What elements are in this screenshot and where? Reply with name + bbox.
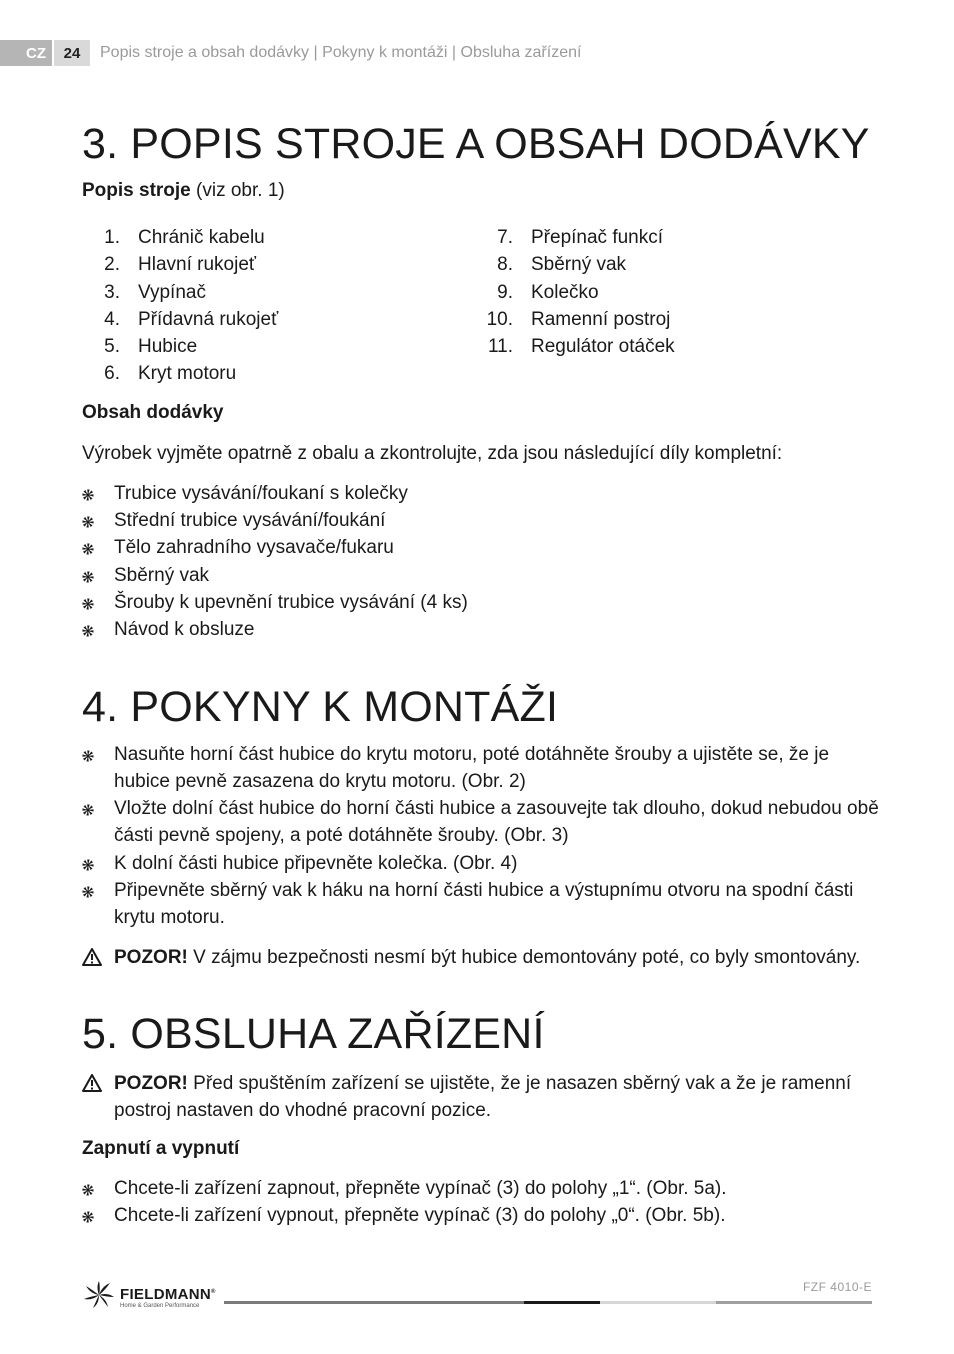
list-item-text: K dolní části hubice připevněte kolečka. (Obr. 4) [114, 852, 518, 874]
list-item-text: Návod k obsluze [114, 619, 255, 641]
flower-bullet-icon [82, 741, 114, 796]
part-number: 1. [104, 227, 120, 248]
part-label: Přídavná rukojeť [138, 308, 279, 330]
flower-bullet-icon [82, 562, 114, 589]
brand-name-text: FIELDMANN [120, 1286, 212, 1303]
part-label: Sběrný vak [531, 254, 627, 276]
delivery-heading: Obsah dodávky [82, 401, 224, 423]
list-item [82, 562, 882, 589]
list-item [82, 589, 882, 616]
list-item-text: Nasuňte horní část hubice do krytu motoru, poté dotáhněte šrouby a ujistěte se, že je hubice pevně zasazena do krytu motoru. (Obr. 2) [114, 743, 830, 792]
part-label: Regulátor otáček [531, 336, 675, 358]
list-item-text: Sběrný vak [114, 564, 210, 586]
warning-label: POZOR! [114, 946, 188, 968]
flower-bullet-icon [82, 507, 114, 534]
flower-bullet-icon [82, 795, 114, 850]
part-label: Vypínač [138, 281, 206, 303]
warning-triangle-icon [82, 944, 114, 974]
part-label: Hlavní rukojeť [138, 254, 257, 276]
list-item [82, 534, 882, 561]
list-item-text: Šrouby k upevnění trubice vysávání (4 ks) [114, 591, 468, 613]
list-item [82, 741, 882, 796]
footer-line-segment [224, 1301, 524, 1304]
brand-text [120, 1285, 216, 1310]
flower-bullet-icon [82, 480, 114, 507]
list-item [82, 1175, 882, 1202]
list-item [82, 877, 882, 932]
list-item [82, 795, 882, 850]
flower-bullet-icon [82, 1175, 114, 1202]
list-item [82, 480, 882, 507]
delivery-intro: Výrobek vyjměte opatrně z obalu a zkontrolujte, zda jsou následující díly kompletní: [82, 442, 783, 464]
onoff-heading: Zapnutí a vypnutí [82, 1137, 240, 1159]
machine-description-heading [82, 178, 882, 204]
part-item [82, 360, 479, 387]
part-number: 3. [104, 281, 120, 303]
part-number: 9. [497, 281, 513, 303]
fieldmann-swirl-icon [82, 1280, 116, 1315]
part-item [82, 333, 479, 360]
list-item-text: Trubice vysávání/foukaní s kolečky [114, 482, 408, 504]
flower-bullet-icon [82, 534, 114, 561]
warning-label: POZOR! [114, 1072, 188, 1094]
part-number: 11. [487, 336, 513, 358]
page-content [82, 118, 882, 1229]
part-number: 7. [497, 227, 513, 248]
section-4-title: 4. POKYNY K MONTÁŽI [82, 682, 559, 731]
footer-line-segment [524, 1301, 600, 1304]
parts-column-left [82, 224, 479, 388]
list-item [82, 1202, 882, 1229]
operation-warning [82, 1070, 882, 1124]
header-title: Popis stroje a obsah dodávky | Pokyny k montáži | Obsluha zařízení [100, 44, 582, 61]
flower-bullet-icon [82, 589, 114, 616]
list-item [82, 616, 882, 643]
part-item [479, 224, 876, 251]
list-item-text: Chcete-li zařízení vypnout, přepněte vypínač (3) do polohy „0“. (Obr. 5b). [114, 1204, 726, 1226]
list-item-text: Vložte dolní část hubice do horní části hubice a zasouvejte tak dlouho, dokud nebudou obě části pevně spojeny, a poté dotáhněte šrouby. (Obr. 3) [114, 798, 879, 847]
page-header [0, 40, 581, 66]
parts-column-right [479, 224, 876, 388]
warning-body [114, 1070, 882, 1124]
part-number: 10. [486, 308, 513, 330]
page-number: 24 [54, 40, 90, 66]
desc-bold: Popis stroje [82, 180, 191, 201]
flower-bullet-icon [82, 850, 114, 877]
part-number: 2. [104, 254, 120, 276]
warning-text: V zájmu bezpečnosti nesmí být hubice demontovány poté, co byly smontovány. [187, 946, 861, 968]
flower-bullet-icon [82, 1202, 114, 1229]
flower-bullet-icon [82, 877, 114, 932]
part-label: Kryt motoru [138, 363, 237, 385]
part-label: Chránič kabelu [138, 227, 265, 248]
part-number: 6. [104, 363, 120, 385]
warning-body [114, 944, 860, 974]
desc-rest: (viz obr. 1) [190, 180, 285, 201]
list-item-text: Připevněte sběrný vak k háku na horní části hubice a výstupnímu otvoru na spodní části krytu motoru. [114, 880, 854, 929]
part-item [82, 224, 479, 251]
model-number: FZF 4010-E [802, 1280, 872, 1294]
part-number: 4. [104, 308, 120, 330]
list-item [82, 507, 882, 534]
warning-triangle-icon [82, 1070, 114, 1124]
part-item [479, 333, 876, 360]
footer-line-segment [716, 1301, 872, 1304]
list-item-text: Střední trubice vysávání/foukání [114, 510, 386, 532]
part-label: Ramenní postroj [531, 308, 671, 330]
part-item [82, 279, 479, 306]
assembly-warning [82, 944, 882, 974]
part-item [479, 251, 876, 278]
part-label: Hubice [138, 336, 198, 358]
section-3-title: 3. POPIS STROJE A OBSAH DODÁVKY [82, 120, 870, 168]
list-item-text: Chcete-li zařízení zapnout, přepněte vypínač (3) do polohy „1“. (Obr. 5a). [114, 1177, 727, 1199]
flower-bullet-icon [82, 616, 114, 643]
part-item [479, 306, 876, 333]
brand-name [120, 1285, 216, 1302]
footer-line-segment [600, 1301, 716, 1304]
warning-text: Před spuštěním zařízení se ujistěte, že je nasazen sběrný vak a že je ramenní postroj nastaven do vhodné pracovní pozice. [114, 1072, 852, 1121]
part-label: Přepínač funkcí [531, 227, 664, 248]
part-number: 8. [497, 254, 513, 276]
delivery-list [82, 480, 882, 644]
onoff-list [82, 1175, 882, 1230]
assembly-list [82, 741, 882, 932]
fieldmann-logo [82, 1280, 216, 1315]
list-item-text: Tělo zahradního vysavače/fukaru [114, 537, 394, 559]
section-5-title: 5. OBSLUHA ZAŘÍZENÍ [82, 1009, 545, 1058]
part-item [82, 306, 479, 333]
page-footer [82, 1276, 872, 1316]
part-item [82, 251, 479, 278]
language-badge: CZ [0, 40, 52, 66]
brand-tagline: Home & Garden Performance [120, 1303, 200, 1309]
brand-mark: ® [211, 1289, 216, 1295]
part-number: 5. [104, 336, 120, 358]
part-label: Kolečko [531, 281, 599, 303]
parts-list [82, 224, 882, 388]
part-item [479, 279, 876, 306]
list-item [82, 850, 882, 877]
